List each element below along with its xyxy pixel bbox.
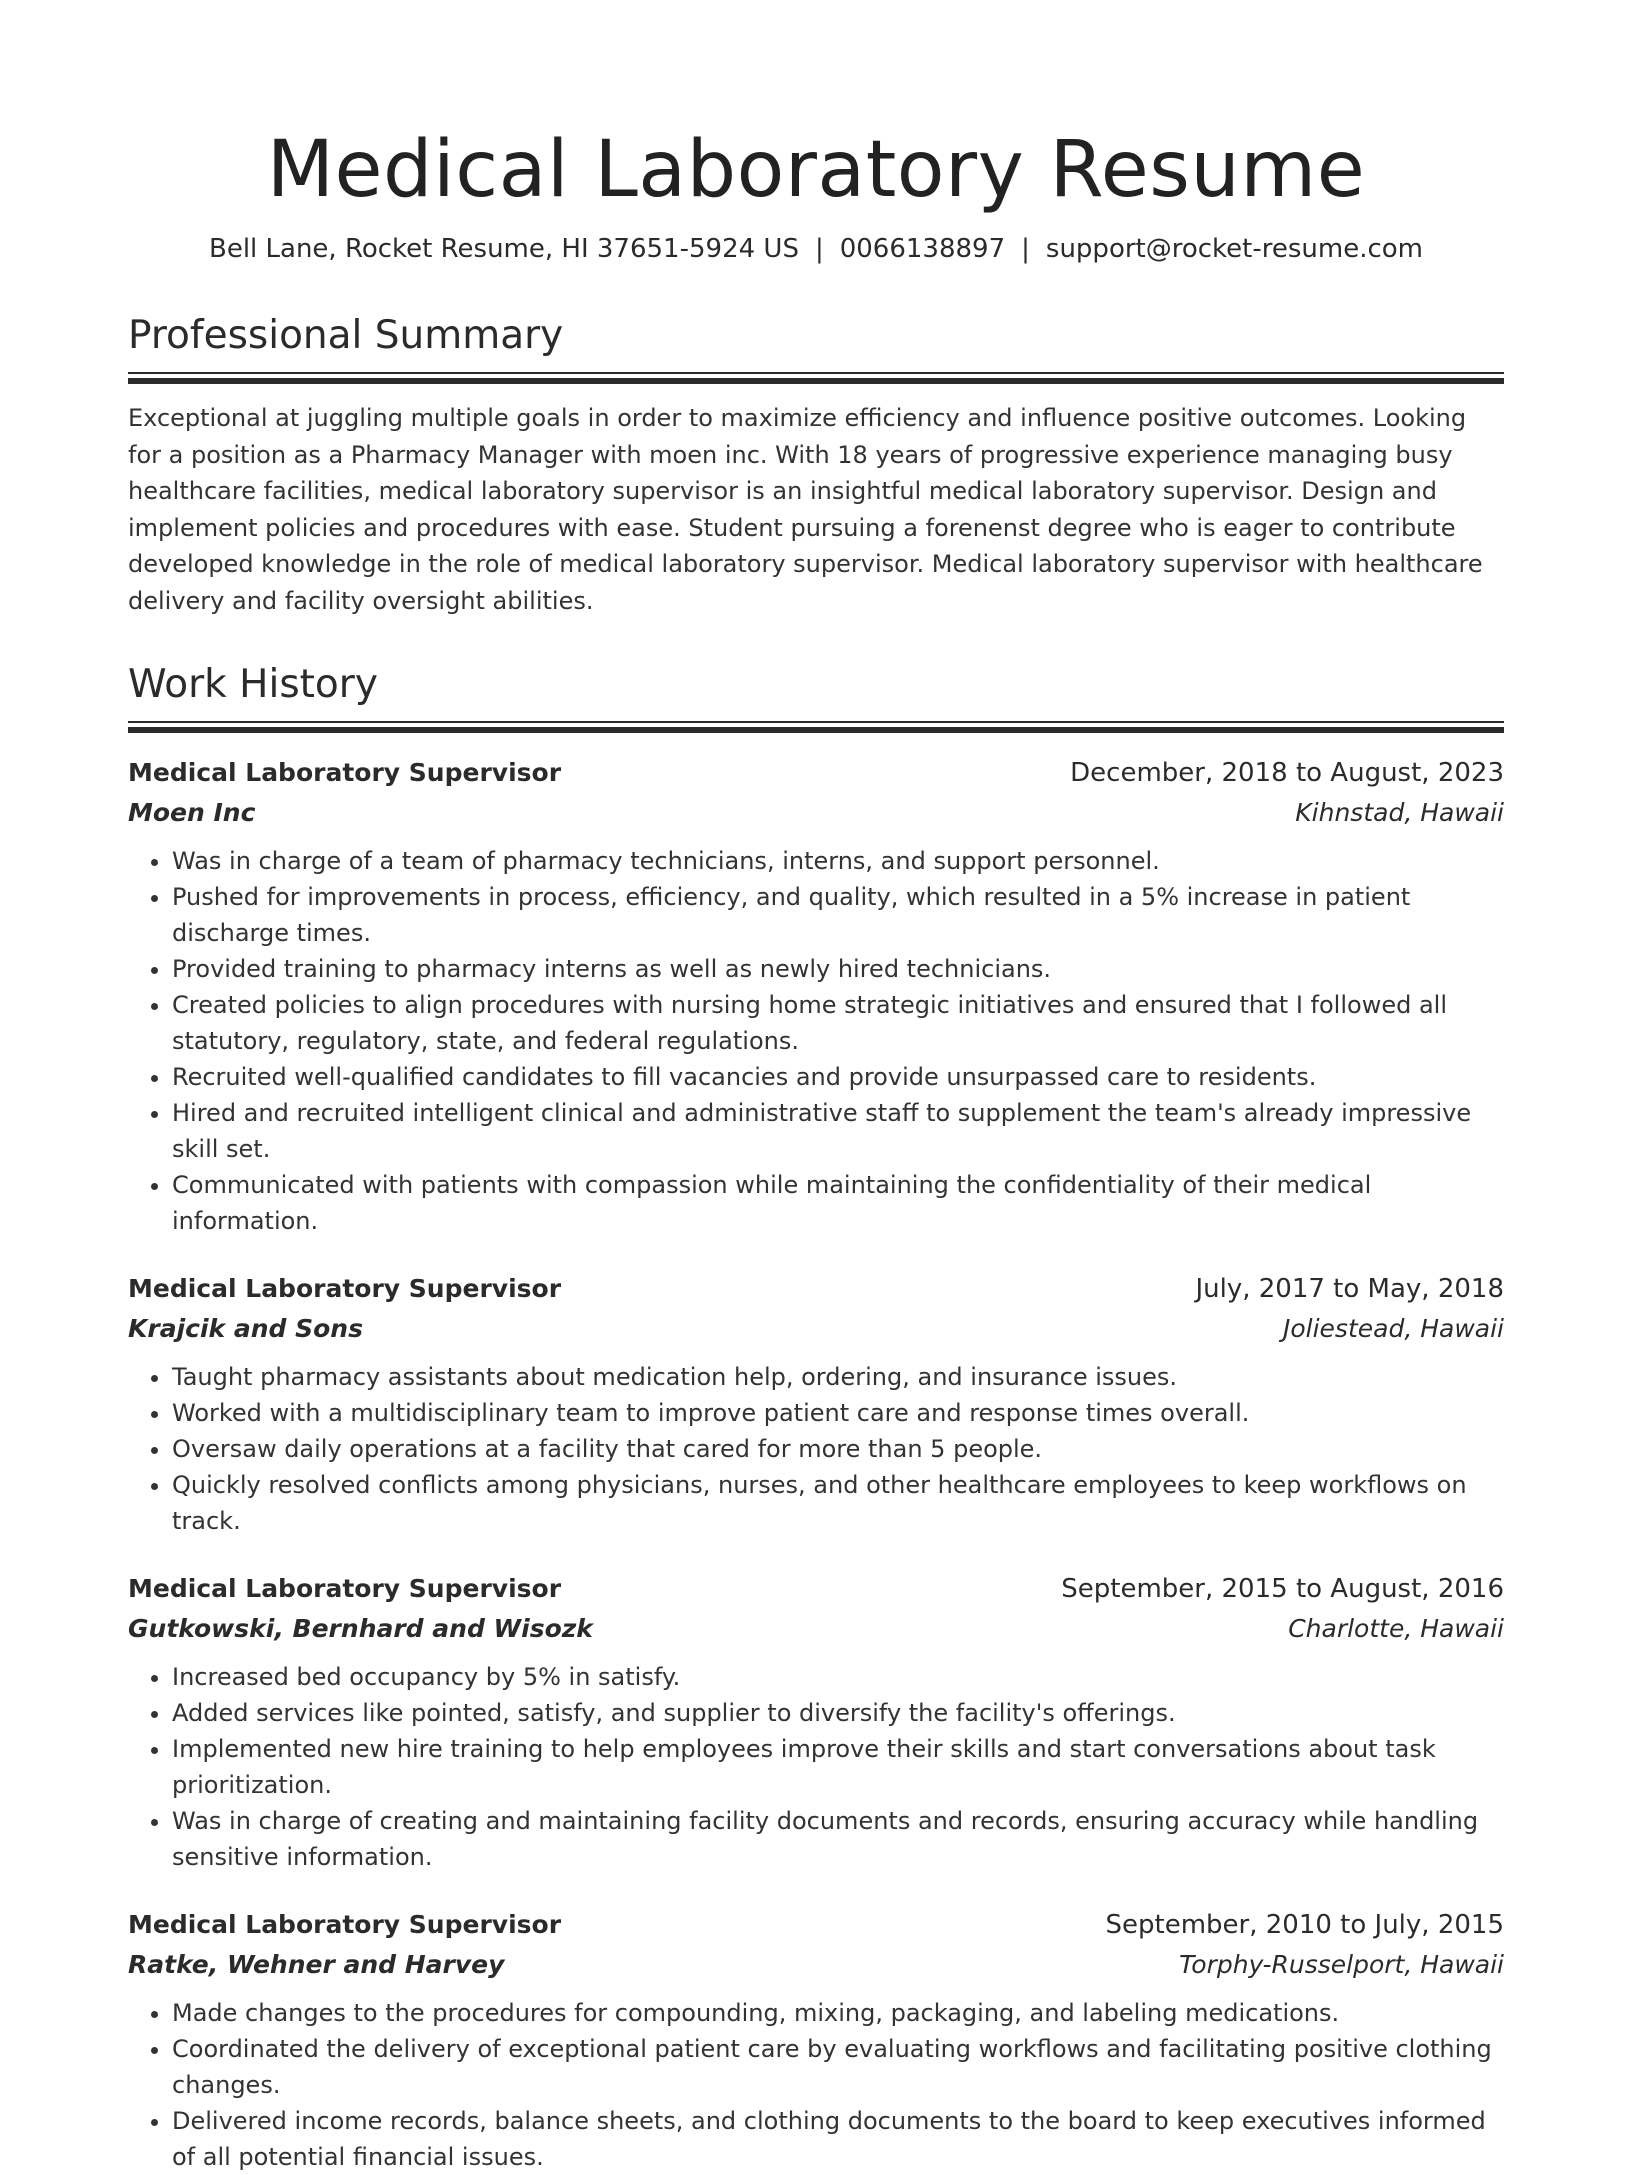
contact-separator: | xyxy=(1021,234,1030,264)
work-history-section xyxy=(128,661,1504,2175)
job-header-row xyxy=(128,1569,1504,1609)
job-company-row xyxy=(128,1609,1504,1649)
job-company: Gutkowski, Bernhard and Wisozk xyxy=(128,1614,593,1643)
job-location: Torphy-Russelport, Hawaii xyxy=(1179,1950,1504,1979)
job-company-row xyxy=(128,1309,1504,1349)
contact-line xyxy=(128,232,1504,266)
job-bullet: • Recruited well-qualified candidates to fill vacancies and provide unsurpassed care to residents. xyxy=(172,1059,1504,1095)
job-entry xyxy=(128,753,1504,1239)
section-heading-summary: Professional Summary xyxy=(128,313,564,358)
job-title: Medical Laboratory Supervisor xyxy=(128,758,562,787)
job-company: Moen Inc xyxy=(128,798,256,827)
job-bullet: • Taught pharmacy assistants about medication help, ordering, and insurance issues. xyxy=(172,1359,1504,1395)
job-header-row xyxy=(128,1905,1504,1945)
job-bullet: • Was in charge of creating and maintaining facility documents and records, ensuring accuracy while handling sensitive information. xyxy=(172,1803,1504,1875)
job-company-row xyxy=(128,1945,1504,1985)
job-bullet: • Oversaw daily operations at a facility that cared for more than 5 people. xyxy=(172,1431,1504,1467)
professional-summary-section xyxy=(128,312,1504,619)
job-bullet: • Communicated with patients with compassion while maintaining the confidentiality of their medical information. xyxy=(172,1167,1504,1239)
section-divider xyxy=(128,372,1504,384)
job-company: Ratke, Wehner and Harvey xyxy=(128,1950,505,1979)
job-dates: September, 2015 to August, 2016 xyxy=(1061,1574,1504,1604)
job-bullet: • Created policies to align procedures with nursing home strategic initiatives and ensured that I followed all statutory, regulatory, state, and federal regulations. xyxy=(172,987,1504,1059)
job-bullet: • Was in charge of a team of pharmacy technicians, interns, and support personnel. xyxy=(172,843,1504,879)
job-bullet: • Provided training to pharmacy interns as well as newly hired technicians. xyxy=(172,951,1504,987)
section-heading-work: Work History xyxy=(128,662,378,707)
job-company: Krajcik and Sons xyxy=(128,1314,363,1343)
job-entry xyxy=(128,1905,1504,2175)
job-bullets xyxy=(128,1359,1504,1539)
job-bullet: • Increased bed occupancy by 5% in satisfy. xyxy=(172,1659,1504,1695)
job-dates: September, 2010 to July, 2015 xyxy=(1105,1910,1504,1940)
job-location: Kihnstad, Hawaii xyxy=(1295,798,1504,827)
job-bullet: • Hired and recruited intelligent clinical and administrative staff to supplement the team's already impressive skill set. xyxy=(172,1095,1504,1167)
job-entry xyxy=(128,1569,1504,1875)
job-header-row xyxy=(128,753,1504,793)
job-bullet: • Coordinated the delivery of exceptional patient care by evaluating workflows and facilitating positive clothing changes. xyxy=(172,2031,1504,2103)
job-location: Charlotte, Hawaii xyxy=(1288,1614,1504,1643)
job-bullet: • Implemented new hire training to help employees improve their skills and start conversations about task prioritization. xyxy=(172,1731,1504,1803)
job-bullet: • Made changes to the procedures for compounding, mixing, packaging, and labeling medications. xyxy=(172,1995,1504,2031)
job-header-row xyxy=(128,1269,1504,1309)
summary-text: Exceptional at juggling multiple goals in order to maximize efficiency and influence positive outcomes. Looking for a position as a Pharmacy Manager with moen inc. With 18 years of progressive experience managing busy healthcare facilities, medical laboratory supervisor is an insightful medical laboratory supervisor. Design and implement policies and procedures with ease. Student pursuing a forenenst degree who is eager to contribute developed knowledge in the role of medical laboratory supervisor. Medical laboratory supervisor with healthcare delivery and facility oversight abilities. xyxy=(128,404,1483,615)
job-bullet: • Added services like pointed, satisfy, and supplier to diversify the facility's offerings. xyxy=(172,1695,1504,1731)
job-dates: July, 2017 to May, 2018 xyxy=(1195,1274,1504,1304)
job-location: Joliestead, Hawaii xyxy=(1282,1314,1504,1343)
job-title: Medical Laboratory Supervisor xyxy=(128,1574,562,1603)
job-bullets xyxy=(128,1659,1504,1875)
contact-phone: 0066138897 xyxy=(839,234,1006,264)
job-company-row xyxy=(128,793,1504,833)
job-bullet: • Quickly resolved conflicts among physicians, nurses, and other healthcare employees to keep workflows on track. xyxy=(172,1467,1504,1539)
resume-title: Medical Laboratory Resume xyxy=(266,125,1366,215)
contact-email: support@rocket-resume.com xyxy=(1045,234,1424,264)
job-entry xyxy=(128,1269,1504,1539)
section-divider xyxy=(128,721,1504,733)
job-title: Medical Laboratory Supervisor xyxy=(128,1274,562,1303)
job-bullet: • Pushed for improvements in process, efficiency, and quality, which resulted in a 5% increase in patient discharge times. xyxy=(172,879,1504,951)
job-title: Medical Laboratory Supervisor xyxy=(128,1910,562,1939)
job-bullet: • Delivered income records, balance sheets, and clothing documents to the board to keep executives informed of all potential financial issues. xyxy=(172,2103,1504,2175)
contact-address: Bell Lane, Rocket Resume, HI 37651-5924 US xyxy=(208,234,799,264)
job-bullets xyxy=(128,843,1504,1239)
job-bullets xyxy=(128,1995,1504,2175)
job-bullet: • Worked with a multidisciplinary team to improve patient care and response times overall. xyxy=(172,1395,1504,1431)
resume-page xyxy=(128,0,1504,2175)
job-dates: December, 2018 to August, 2023 xyxy=(1070,758,1504,788)
contact-separator: | xyxy=(814,234,824,264)
